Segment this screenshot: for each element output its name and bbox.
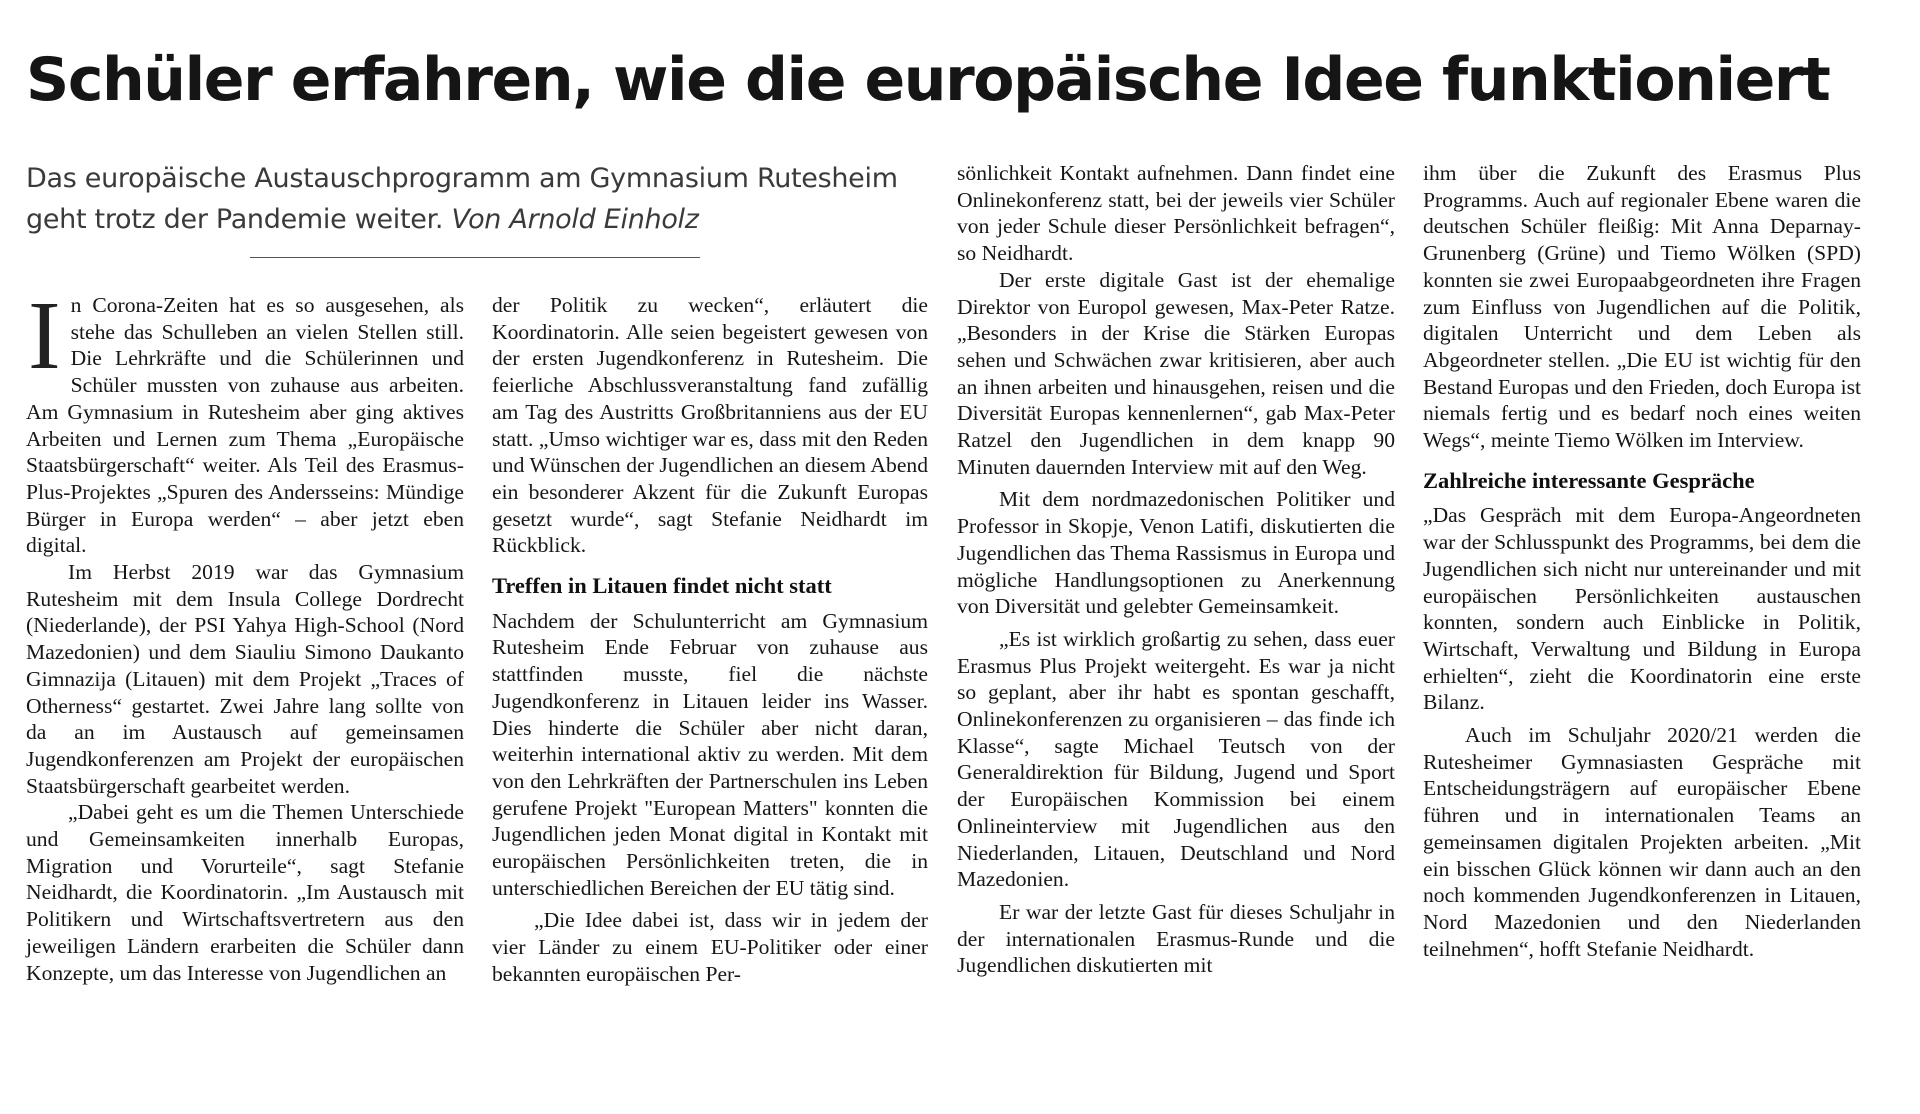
subheading: Treffen in Litauen findet nicht statt [492,573,832,599]
paragraph: „Die Idee dabei ist, dass wir in jedem der vier Länder zu einem EU-Politiker oder einer bekannten europäischen Per- [492,908,928,986]
paragraph: Auch im Schuljahr 2020/21 werden die Rutesheimer Gymnasiasten Gespräche mit Entscheidungsträgern auf europäischer Ebene führen und in internationalen Teams an gemeinsamen digitalen Projekten arbeiten. „Mit ein bisschen Glück können wir dann auch an den noch kommenden Jugendkonferenzen in Litauen, Nord Mazedonien und den Niederlanden teilnehmen“, hofft Stefanie Neidhardt. [1423,723,1861,961]
paragraph: der Politik zu wecken“, erläutert die Koordinatorin. Alle seien begeistert gewesen von der ersten Jugendkonferenz in Rutesheim. Die feierliche Abschlussveranstaltung fand zufällig am Tag des Austritts Großbritanniens aus der EU statt. „Umso wichtiger war es, dass mit den Reden und Wünschen der Jugendlichen an diesem Abend ein besonderer Akzent für die Zukunft Europas gesetzt wurde“, sagt Stefanie Neidhardt im Rückblick. [492,293,928,558]
drop-cap: I [28,282,61,390]
headline: Schüler erfahren, wie die europäische Idee funktioniert [26,45,1830,115]
article-column-4 [1423,160,1861,962]
paragraph: Der erste digitale Gast ist der ehemalige Direktor von Europol gewesen, Max-Peter Ratze. „Besonders in der Krise die Stärken Europas sehen und Schwächen zwar kritisieren, aber auch an ihnen arbeiten und hinausgehen, reisen und die Diversität Europas kennenlernen“, gab Max-Peter Ratzel den Jugendlichen in dem knapp 90 Minuten dauernden Interview mit auf den Weg. [957,267,1395,479]
paragraph: Im Herbst 2019 war das Gymnasium Rutesheim mit dem Insula College Dordrecht (Niederlande), der PSI Yahya High-School (Nord Mazedonien) und dem Siauliu Simono Daukanto Gimnazija (Litauen) mit dem Projekt „Traces of Otherness“ gestartet. Zwei Jahre lang sollte von da an im Austausch auf gemeinsamen Jugendkonferenzen am Projekt der europäischen Staatsbürgerschaft gearbeitet werden. [26,560,464,798]
lead-text: Das europäische Austauschprogramm am Gymnasium Rutesheim geht trotz der Pandemie weiter. [26,163,898,235]
article-column-3 [957,160,1395,979]
paragraph: sönlichkeit Kontakt aufnehmen. Dann findet eine Onlinekonferenz statt, bei der jeweils vier Schüler von jeder Schule dieser Persönlichkeit befragen“, so Neidhardt. [957,161,1395,266]
lead-paragraph [26,158,916,240]
author-byline: Von Arnold Einholz [451,204,699,235]
paragraph: „Das Gespräch mit dem Europa-Angeordneten war der Schlusspunkt des Programms, bei dem die Jugendlichen sich nicht nur untereinander und mit europäischen Persönlichkeiten austauschen konnten, sondern auch Einblicke in Politik, Wirtschaft, Verwaltung und Bildung in Europa erhielten“, zieht die Koordinatorin eine erste Bilanz. [1423,503,1861,715]
article-column-2 [492,292,928,988]
paragraph: „Dabei geht es um die Themen Unterschiede und Gemeinsamkeiten innerhalb Europas, Migration und Vorurteile“, sagt Stefanie Neidhardt, die Koordinatorin. „Im Austausch mit Politikern und Wirtschaftsvertretern aus den jeweiligen Ländern erarbeiten die Schüler dann Konzepte, um das Interesse von Jugendlichen an [26,800,464,985]
subheading: Zahlreiche interessante Gespräche [1423,467,1755,493]
paragraph: Mit dem nordmazedonischen Politiker und Professor in Skopje, Venon Latifi, diskutierten die Jugendlichen das Thema Rassismus in Europa und mögliche Handlungsoptionen zu Anerkennung von Diversität und gelebter Gemeinsamkeit. [957,487,1395,619]
article-column-1 [26,282,464,986]
paragraph: Nachdem der Schulunterricht am Gymnasium Rutesheim Ende Februar von zuhause aus stattfinden musste, fiel die nächste Jugendkonferenz in Litauen leider ins Wasser. Dies hinderte die Schüler aber nicht daran, weiterhin international aktiv zu werden. Mit dem von den Lehrkräften der Partnerschulen ins Leben gerufene Projekt "European Matters" konnten die Jugendlichen jeden Monat digital in Kontakt mit europäischen Persönlichkeiten treten, die in unterschiedlichen Bereichen der EU tätig sind. [492,608,928,900]
paragraph: „Es ist wirklich großartig zu sehen, dass euer Erasmus Plus Projekt weitergeht. Es war ja nicht so geplant, aber ihr habt es spontan geschafft, Onlinekonferenzen zu organisieren – das finde ich Klasse“, sagte Michael Teutsch von der Generaldirektion für Bildung, Jugend und Sport der Europäischen Kommission bei einem Onlineinterview mit Jugendlichen aus den Niederlanden, Litauen, Deutschland und Nord Mazedonien. [957,626,1395,892]
paragraph: Er war der letzte Gast für dieses Schuljahr in der internationalen Erasmus-Runde und die Jugendlichen diskutierten mit [957,899,1395,978]
lead-divider [250,257,700,258]
paragraph: ihm über die Zukunft des Erasmus Plus Programms. Auch auf regionaler Ebene waren die deutschen Schüler fleißig: Mit Anna Deparnay-Grunenberg (Grüne) und Tiemo Wölken (SPD) konnten sie zwei Europaabgeordneten ihre Fragen zum Einfluss von Jugendlichen auf die Politik, digitalen Unterricht und dem Leben als Abgeordneter stellen. „Die EU ist wichtig für den Bestand Europas und den Frieden, doch Europa ist niemals fertig und es bedarf noch eines weiten Wegs“, meinte Tiemo Wölken im Interview. [1423,161,1861,453]
paragraph: n Corona-Zeiten hat es so ausgesehen, als stehe das Schulleben an vielen Stellen still. Die Lehrkräfte und die Schülerinnen und Schüler mussten von zuhause aus arbeiten. Am Gymnasium in Rutesheim aber ging aktives Arbeiten und Lernen zum Thema „Europäische Staatsbürgerschaft“ weiter. Als Teil des Erasmus-Plus-Projektes „Spuren des Andersseins: Mündige Bürger in Europa werden“ – aber jetzt eben digital. [26,293,464,558]
